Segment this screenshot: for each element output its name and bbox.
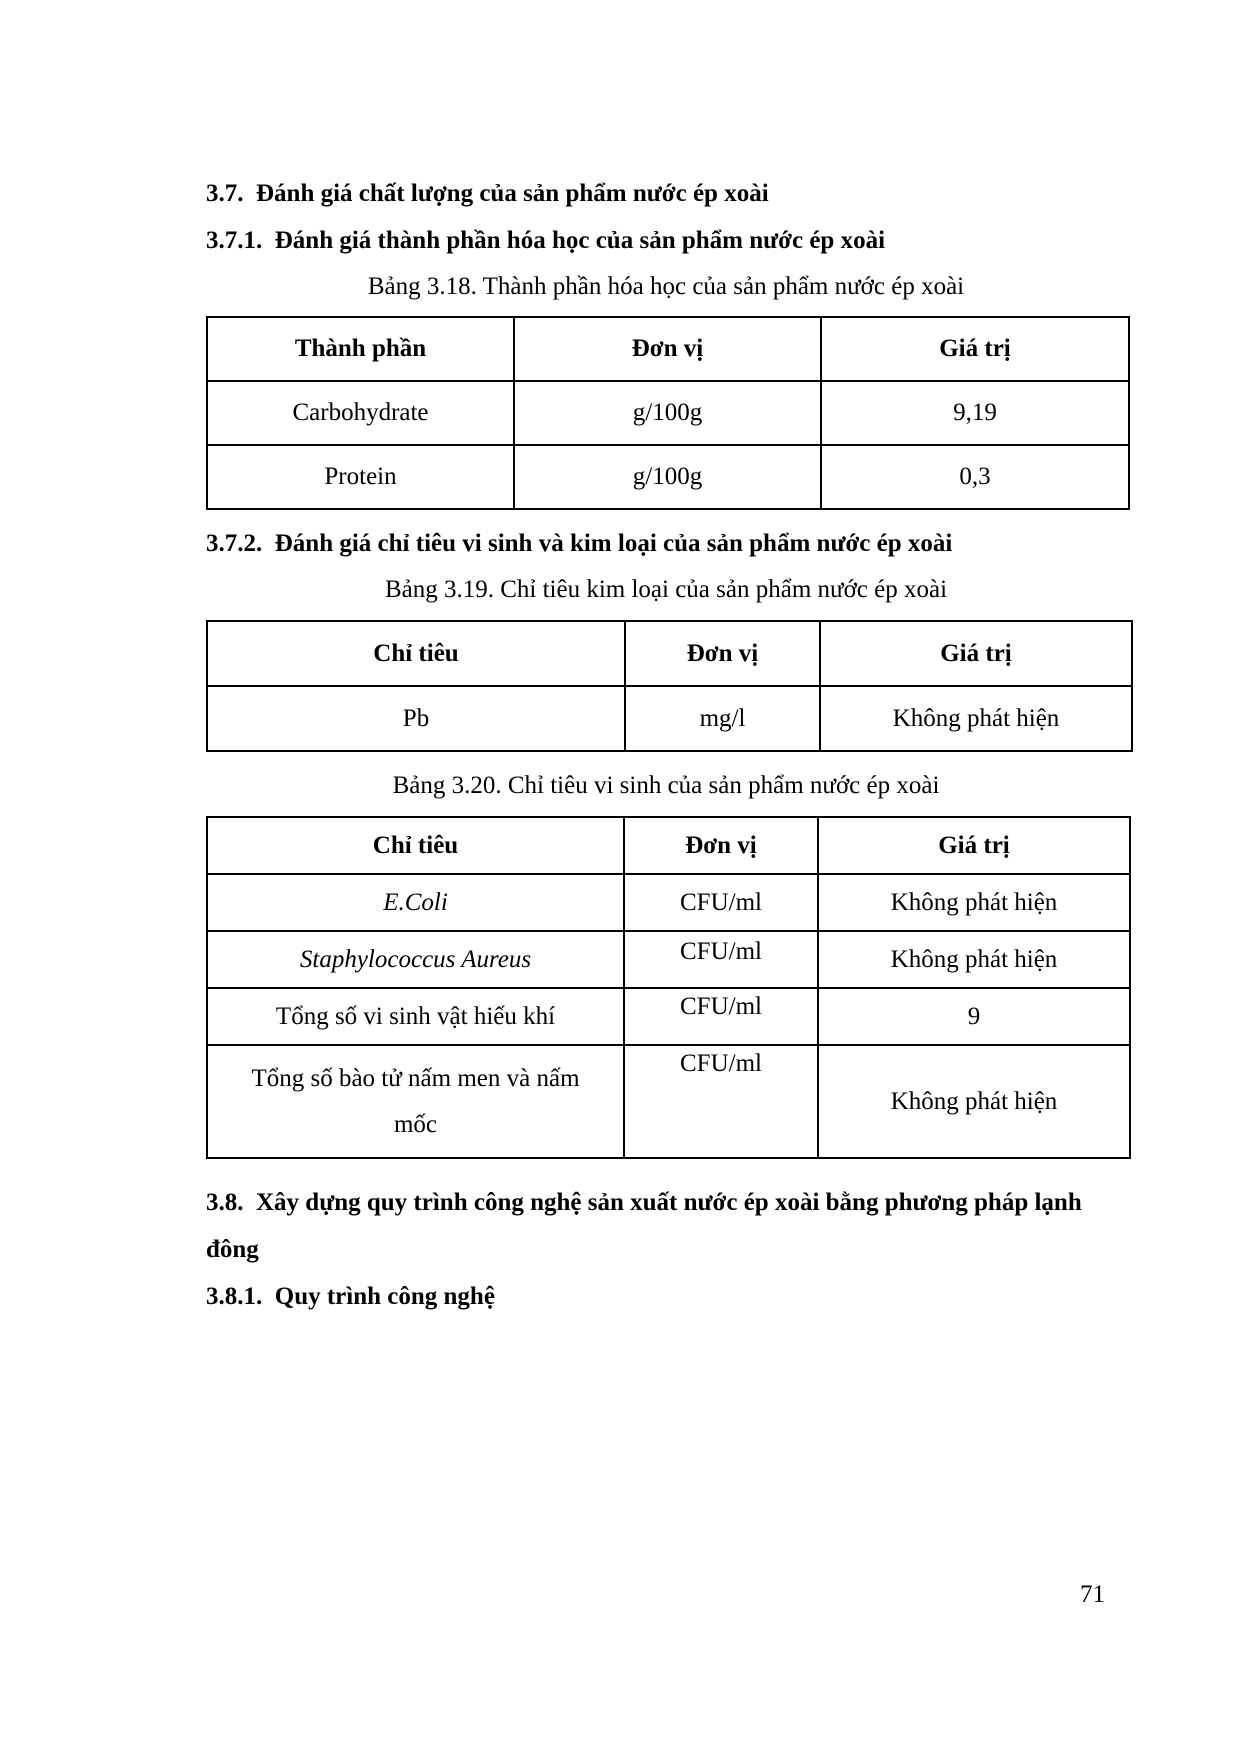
table-row — [207, 1045, 1130, 1158]
header-cell: Giá trị — [818, 817, 1130, 874]
table-cell: Tổng số vi sinh vật hiếu khí — [207, 988, 624, 1045]
header-cell: Chỉ tiêu — [207, 621, 625, 686]
table-cell: Không phát hiện — [818, 1045, 1130, 1158]
table-row — [207, 988, 1130, 1045]
table-header-row — [207, 317, 1129, 381]
table-cell: E.Coli — [207, 874, 624, 931]
table-cell: CFU/ml — [624, 874, 818, 931]
table-3-19 — [206, 620, 1133, 752]
table-header-row — [207, 817, 1130, 874]
table-row — [207, 381, 1129, 445]
section-3-7-2-heading — [206, 520, 952, 567]
table-3-20 — [206, 816, 1131, 1159]
header-cell: Đơn vị — [625, 621, 820, 686]
table-cell: 9,19 — [821, 381, 1129, 445]
section-3-7-heading — [206, 170, 769, 217]
table-cell: Protein — [207, 445, 514, 509]
header-cell: Chỉ tiêu — [207, 817, 624, 874]
table-row — [207, 931, 1130, 988]
table-cell: CFU/ml — [624, 931, 818, 988]
table-cell: Staphylococcus Aureus — [207, 931, 624, 988]
table-cell: mg/l — [625, 686, 820, 751]
section-3-7-1-heading — [206, 217, 885, 264]
table-cell: Tổng số bào tử nấm men và nấm mốc — [207, 1045, 624, 1158]
page-number: 71 — [1080, 1581, 1105, 1608]
section-number: 3.7.2. — [206, 530, 263, 557]
table-cell: Carbohydrate — [207, 381, 514, 445]
section-3-8-1-heading — [206, 1273, 495, 1320]
table-cell: CFU/ml — [624, 988, 818, 1045]
table-cell: Không phát hiện — [818, 874, 1130, 931]
header-cell: Đơn vị — [514, 317, 821, 381]
header-cell: Thành phần — [207, 317, 514, 381]
table-cell: g/100g — [514, 445, 821, 509]
table-row — [207, 686, 1132, 751]
header-cell: Đơn vị — [624, 817, 818, 874]
table-cell: CFU/ml — [624, 1045, 818, 1158]
table-3-19-caption: Bảng 3.19. Chỉ tiêu kim loại của sản phẩm nước ép xoài — [384, 576, 948, 603]
section-number: 3.8. — [206, 1189, 244, 1216]
table-3-20-caption: Bảng 3.20. Chỉ tiêu vi sinh của sản phẩm nước ép xoài — [392, 772, 940, 799]
section-number: 3.7.1. — [206, 227, 263, 254]
section-title: Xây dựng quy trình công nghệ sản xuất nước ép xoài bằng phương pháp lạnh đông — [206, 1189, 1082, 1263]
section-title: Quy trình công nghệ — [274, 1283, 495, 1310]
table-row — [207, 445, 1129, 509]
section-title: Đánh giá chất lượng của sản phẩm nước ép xoài — [256, 180, 769, 207]
table-cell: Không phát hiện — [818, 931, 1130, 988]
table-cell: g/100g — [514, 381, 821, 445]
table-cell: Pb — [207, 686, 625, 751]
section-3-8-heading — [206, 1179, 1126, 1273]
section-number: 3.8.1. — [206, 1283, 263, 1310]
table-header-row — [207, 621, 1132, 686]
section-title: Đánh giá thành phần hóa học của sản phẩm nước ép xoài — [274, 227, 886, 254]
table-3-18 — [206, 316, 1130, 510]
section-number: 3.7. — [206, 180, 244, 207]
table-row — [207, 874, 1130, 931]
table-3-18-caption: Bảng 3.18. Thành phần hóa học của sản phẩm nước ép xoài — [367, 273, 965, 300]
table-cell: Không phát hiện — [820, 686, 1132, 751]
header-cell: Giá trị — [821, 317, 1129, 381]
header-cell: Giá trị — [820, 621, 1132, 686]
table-cell: 0,3 — [821, 445, 1129, 509]
section-title: Đánh giá chỉ tiêu vi sinh và kim loại của sản phẩm nước ép xoài — [274, 530, 953, 557]
table-cell: 9 — [818, 988, 1130, 1045]
